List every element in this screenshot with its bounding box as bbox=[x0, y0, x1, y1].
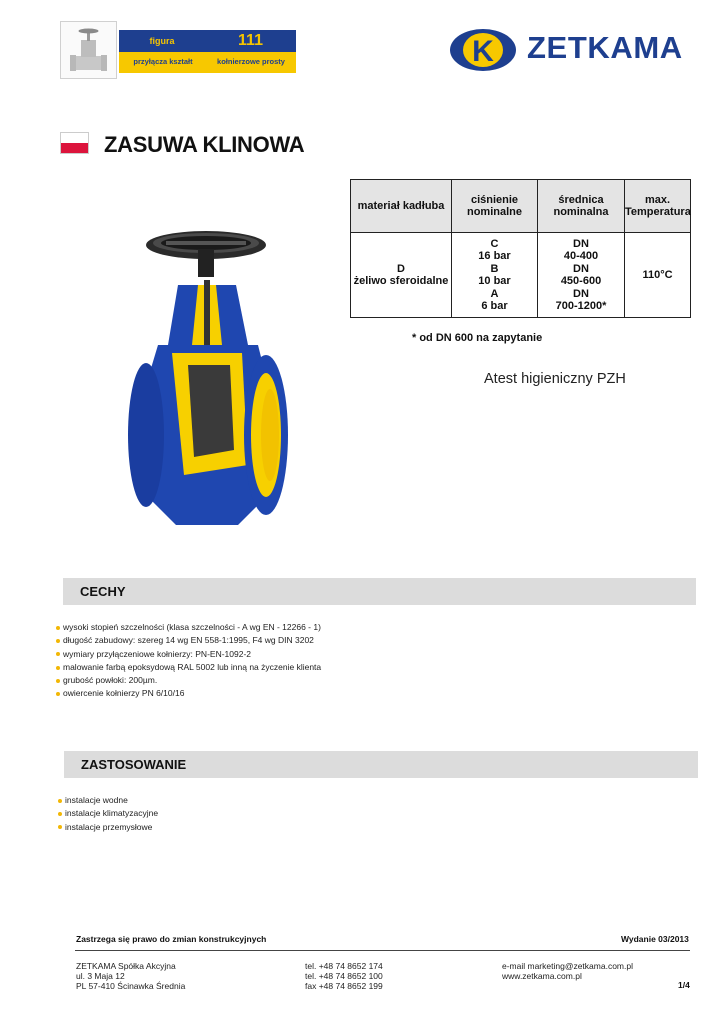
table-header-row bbox=[351, 180, 691, 233]
page-title: ZASUWA KLINOWA bbox=[104, 132, 305, 157]
diameter-range: 700-1200* bbox=[555, 300, 607, 312]
diameter-range: 40-400 bbox=[563, 250, 599, 262]
application-text: instalacje przemysłowe bbox=[65, 821, 153, 832]
list-item bbox=[56, 661, 321, 674]
pressure-class: B bbox=[490, 262, 499, 275]
page-number: 1/4 bbox=[678, 980, 690, 990]
footer-address bbox=[76, 961, 185, 991]
availability-note: * od DN 600 na zapytanie bbox=[412, 332, 543, 344]
spec-table bbox=[350, 179, 691, 318]
header-temperature: max. Temperatura bbox=[625, 180, 691, 233]
bullet-icon bbox=[56, 639, 60, 643]
street-address: ul. 3 Maja 12 bbox=[76, 971, 125, 981]
header-pressure: ciśnienie nominalne bbox=[452, 180, 538, 233]
diameter-label: DN bbox=[573, 262, 589, 275]
bullet-icon bbox=[56, 652, 60, 656]
material-name: żeliwo sferoidalne bbox=[353, 275, 449, 287]
footer-web bbox=[502, 961, 633, 981]
footer-disclaimer: Zastrzega się prawo do zmian konstrukcyjnych bbox=[76, 934, 267, 944]
diameter-range: 450-600 bbox=[560, 275, 602, 287]
applications-list bbox=[58, 794, 158, 834]
connection-value: kołnierzowe prosty bbox=[217, 57, 285, 67]
bullet-icon bbox=[56, 692, 60, 696]
applications-section-header bbox=[64, 751, 698, 778]
certificate-text: Atest higieniczny PZH bbox=[484, 371, 626, 387]
bullet-icon bbox=[58, 812, 62, 816]
phone-number: tel. +48 74 8652 100 bbox=[305, 971, 383, 981]
website-link[interactable]: www.zetkama.com.pl bbox=[502, 971, 582, 981]
pressure-class: A bbox=[490, 287, 499, 300]
cell-temperature: 110°C bbox=[625, 233, 691, 318]
footer-divider bbox=[75, 950, 690, 951]
list-item bbox=[56, 648, 321, 661]
feature-text: malowanie farbą epoksydową RAL 5002 lub inną na życzenie klienta bbox=[63, 661, 322, 672]
pressure-value: 6 bar bbox=[481, 300, 508, 312]
list-item bbox=[56, 687, 321, 700]
cell-material bbox=[351, 233, 452, 318]
list-item bbox=[58, 807, 158, 820]
company-name: ZETKAMA Spółka Akcyjna bbox=[76, 961, 176, 971]
application-text: instalacje wodne bbox=[65, 795, 128, 805]
bullet-icon bbox=[56, 626, 60, 630]
material-code: D bbox=[397, 262, 405, 275]
application-text: instalacje klimatyzacyjne bbox=[65, 808, 159, 819]
bullet-icon bbox=[58, 825, 62, 829]
list-item bbox=[58, 794, 158, 807]
connection-label: przyłącza kształt bbox=[133, 57, 193, 67]
diameter-label: DN bbox=[573, 287, 589, 300]
product-thumbnail bbox=[60, 21, 117, 79]
cell-diameter bbox=[538, 233, 625, 318]
bullet-icon bbox=[56, 666, 60, 670]
feature-text: grubość powłoki: 200µm. bbox=[63, 675, 158, 686]
svg-text:K: K bbox=[472, 35, 494, 68]
features-section-header bbox=[63, 578, 696, 605]
applications-title: ZASTOSOWANIE bbox=[81, 757, 187, 772]
postal-address: PL 57-410 Ścinawka Średnia bbox=[76, 981, 186, 991]
list-item bbox=[56, 621, 321, 634]
footer-phones bbox=[305, 961, 383, 991]
figure-number: 111 bbox=[238, 32, 263, 49]
cell-pressure bbox=[452, 233, 538, 318]
feature-text: wymiary przyłączeniowe kołnierzy: PN-EN-1092-2 bbox=[63, 648, 252, 659]
list-item bbox=[56, 674, 321, 687]
figure-badge bbox=[119, 30, 296, 52]
zetkama-logo-icon bbox=[449, 28, 517, 72]
feature-text: owiercenie kołnierzy PN 6/10/16 bbox=[63, 688, 185, 699]
feature-text: wysoki stopień szczelności (klasa szczelności - A wg EN - 12266 - 1) bbox=[63, 622, 321, 632]
brand-name: ZETKAMA bbox=[527, 30, 683, 65]
header-diameter: średnica nominalna bbox=[538, 180, 625, 233]
header-material: materiał kadłuba bbox=[351, 180, 452, 233]
pressure-value: 10 bar bbox=[478, 275, 511, 287]
phone-number: tel. +48 74 8652 174 bbox=[305, 961, 383, 971]
gate-valve-image bbox=[118, 225, 290, 530]
connection-badge bbox=[119, 52, 296, 73]
footer-edition: Wydanie 03/2013 bbox=[621, 934, 689, 944]
list-item bbox=[58, 821, 158, 834]
feature-text: długość zabudowy: szereg 14 wg EN 558-1:1995, F4 wg DIN 3202 bbox=[63, 635, 314, 646]
table-row bbox=[351, 233, 691, 318]
email-link[interactable]: e-mail marketing@zetkama.com.pl bbox=[502, 961, 633, 971]
poland-flag-icon bbox=[60, 132, 89, 154]
diameter-label: DN bbox=[573, 237, 589, 250]
list-item bbox=[56, 634, 321, 647]
features-list bbox=[56, 621, 321, 701]
bullet-icon bbox=[56, 679, 60, 683]
bullet-icon bbox=[58, 799, 62, 803]
features-title: CECHY bbox=[80, 584, 126, 599]
pressure-value: 16 bar bbox=[478, 250, 511, 262]
pressure-class: C bbox=[490, 237, 499, 250]
figure-label: figura bbox=[149, 36, 175, 46]
fax-number: fax +48 74 8652 199 bbox=[305, 981, 383, 991]
